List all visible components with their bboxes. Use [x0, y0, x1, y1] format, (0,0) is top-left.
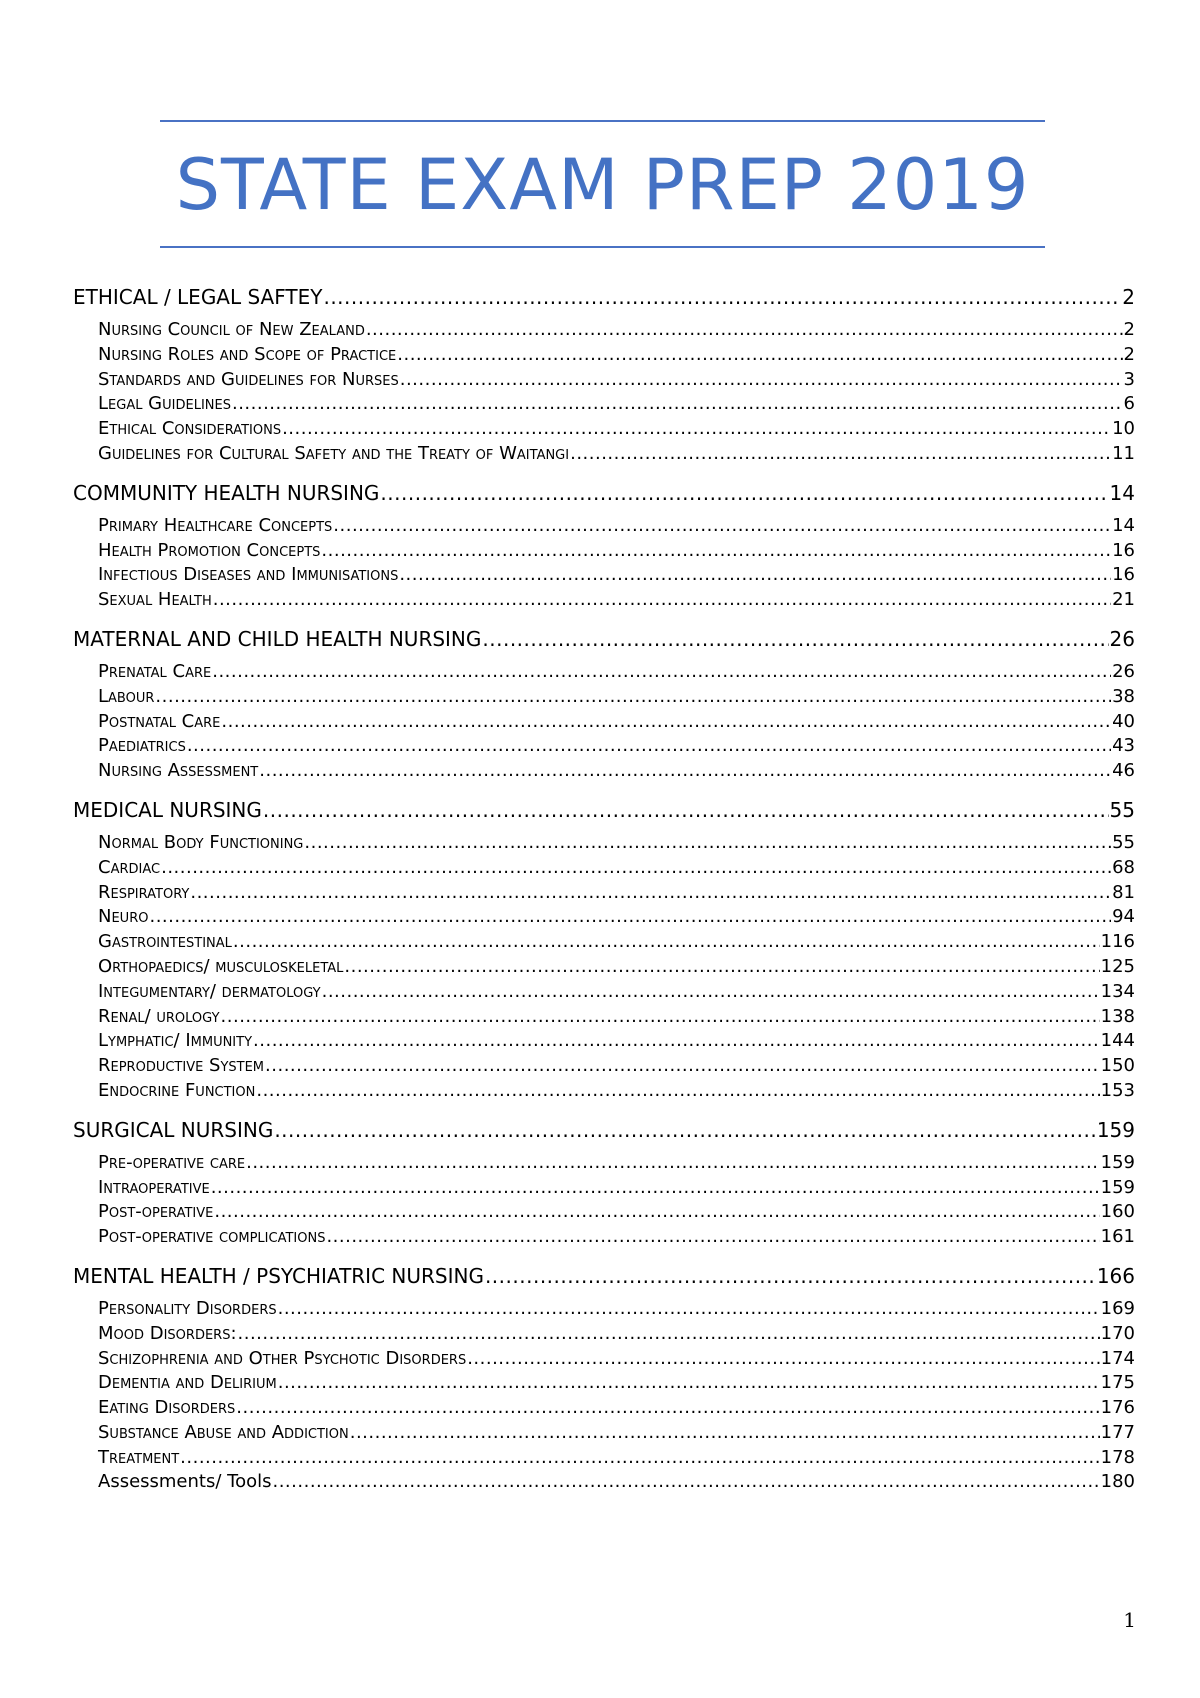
toc-item-page: 160: [1100, 1201, 1135, 1223]
toc-heading-page: 2: [1122, 285, 1135, 309]
section-spacer: [73, 1495, 1135, 1504]
toc-section: [73, 622, 1135, 793]
toc-leader-dots: [570, 442, 1111, 467]
toc-item-entry[interactable]: [73, 392, 1135, 417]
toc-item-entry[interactable]: [73, 1151, 1135, 1176]
toc-item-page: 2: [1123, 343, 1135, 365]
toc-leader-dots: [259, 759, 1111, 784]
toc-item-page: 81: [1112, 881, 1135, 903]
toc-leader-dots: [278, 1297, 1100, 1322]
toc-leader-dots: [326, 1225, 1099, 1250]
toc-item-page: 40: [1112, 710, 1135, 732]
toc-leader-dots: [282, 417, 1111, 442]
toc-item-label: Cardiac: [98, 856, 161, 878]
title-rule-top: [160, 120, 1045, 122]
toc-item-entry[interactable]: [73, 856, 1135, 881]
toc-item-page: 10: [1112, 418, 1135, 440]
toc-item-page: 11: [1112, 442, 1135, 464]
toc-item-label: Guidelines for Cultural Safety and the Treaty of Waitangi: [98, 442, 570, 464]
toc-item-page: 43: [1112, 735, 1135, 757]
toc-leader-dots: [321, 539, 1111, 564]
toc-leader-dots: [272, 1470, 1099, 1495]
section-spacer: [73, 784, 1135, 793]
toc-item-label: Treatment: [98, 1446, 180, 1468]
toc-leader-dots: [322, 980, 1100, 1005]
toc-item-entry[interactable]: [73, 881, 1135, 906]
toc-item-entry[interactable]: [73, 1200, 1135, 1225]
toc-item-label: Respiratory: [98, 881, 190, 903]
section-spacer: [73, 467, 1135, 476]
toc-leader-dots: [400, 368, 1123, 393]
title-rule-bottom: [160, 246, 1045, 248]
toc-leader-dots: [274, 1117, 1095, 1143]
toc-item-label: Sexual Health: [98, 589, 212, 611]
toc-item-label: Nursing Roles and Scope of Practice: [98, 343, 397, 365]
toc-item-entry[interactable]: [73, 588, 1135, 613]
toc-item-page: 14: [1112, 514, 1135, 536]
toc-item-page: 153: [1100, 1079, 1135, 1101]
toc-item-label: Eating Disorders: [98, 1397, 236, 1419]
toc-leader-dots: [190, 881, 1111, 906]
toc-item-entry[interactable]: [73, 1470, 1135, 1495]
toc-item-page: 178: [1100, 1446, 1135, 1468]
toc-heading-label: ETHICAL / LEGAL SAFTEY: [73, 285, 323, 309]
toc-leader-dots: [187, 734, 1111, 759]
toc-heading-page: 14: [1109, 480, 1135, 505]
toc-leader-dots: [380, 480, 1108, 506]
toc-item-entry[interactable]: [73, 1054, 1135, 1079]
toc-section: [73, 1113, 1135, 1259]
toc-item-page: 175: [1100, 1372, 1135, 1394]
toc-leader-dots: [161, 856, 1111, 881]
toc-heading-entry[interactable]: [73, 622, 1135, 660]
toc-leader-dots: [323, 284, 1121, 310]
toc-item-entry[interactable]: [73, 1297, 1135, 1322]
toc-item-entry[interactable]: [73, 1421, 1135, 1446]
toc-leader-dots: [263, 797, 1109, 823]
toc-section: [73, 280, 1135, 476]
toc-leader-dots: [485, 1263, 1096, 1289]
toc-heading-page: 166: [1096, 1263, 1135, 1288]
toc-item-entry[interactable]: [73, 759, 1135, 784]
toc-item-page: 16: [1112, 539, 1135, 561]
toc-item-label: Prenatal Care: [98, 660, 212, 682]
toc-heading-entry[interactable]: [73, 1259, 1135, 1297]
toc-item-label: Nursing Council of New Zealand: [98, 319, 365, 340]
toc-item-entry[interactable]: [73, 710, 1135, 735]
toc-heading-label: MATERNAL AND CHILD HEALTH NURSING: [73, 626, 482, 651]
toc-leader-dots: [253, 1029, 1100, 1054]
toc-item-page: 55: [1112, 831, 1135, 853]
toc-section: [73, 1259, 1135, 1504]
toc-leader-dots: [232, 392, 1123, 417]
toc-item-page: 176: [1100, 1397, 1135, 1419]
toc-item-page: 21: [1112, 589, 1135, 611]
toc-item-entry[interactable]: [73, 514, 1135, 539]
toc-item-label: Legal Guidelines: [98, 393, 231, 415]
toc-leader-dots: [212, 660, 1111, 685]
toc-leader-dots: [149, 905, 1111, 930]
toc-heading-label: COMMUNITY HEALTH NURSING: [73, 480, 380, 505]
toc-item-entry[interactable]: [73, 1371, 1135, 1396]
toc-item-page: 38: [1112, 685, 1135, 707]
toc-leader-dots: [366, 318, 1123, 343]
table-of-contents: [73, 280, 1135, 1504]
toc-item-entry[interactable]: [73, 1029, 1135, 1054]
toc-section: [73, 793, 1135, 1113]
toc-item-label: Nursing Assessment: [98, 760, 259, 782]
toc-item-label: Gastrointestinal: [98, 931, 232, 953]
toc-item-page: 159: [1100, 1151, 1135, 1173]
toc-item-page: 16: [1112, 564, 1135, 586]
toc-item-entry[interactable]: [73, 1176, 1135, 1201]
toc-item-entry[interactable]: [73, 660, 1135, 685]
toc-item-page: 134: [1100, 980, 1135, 1002]
toc-item-page: 125: [1100, 955, 1135, 977]
toc-item-entry[interactable]: [73, 368, 1135, 393]
toc-heading-entry[interactable]: [73, 280, 1135, 318]
toc-leader-dots: [397, 343, 1122, 368]
toc-item-entry[interactable]: [73, 685, 1135, 710]
toc-item-page: 116: [1100, 931, 1135, 953]
toc-item-entry[interactable]: [73, 442, 1135, 467]
toc-leader-dots: [278, 1371, 1100, 1396]
toc-item-entry[interactable]: [73, 734, 1135, 759]
toc-item-entry[interactable]: [73, 563, 1135, 588]
toc-item-entry[interactable]: [73, 1079, 1135, 1104]
toc-item-entry[interactable]: [73, 955, 1135, 980]
toc-item-entry[interactable]: [73, 1322, 1135, 1347]
toc-leader-dots: [221, 1005, 1100, 1030]
toc-item-page: 6: [1123, 393, 1135, 415]
toc-item-label: Postnatal Care: [98, 710, 221, 732]
toc-item-page: 138: [1100, 1005, 1135, 1027]
toc-item-label: Dementia and Delirium: [98, 1372, 277, 1394]
toc-item-label: Ethical Considerations: [98, 418, 282, 440]
toc-heading-page: 55: [1109, 797, 1135, 822]
toc-item-label: Infectious Diseases and Immunisations: [98, 564, 399, 586]
toc-item-entry[interactable]: [73, 417, 1135, 442]
toc-item-label: Lymphatic/ Immunity: [98, 1030, 253, 1052]
toc-item-page: 174: [1100, 1347, 1135, 1369]
toc-heading-label: SURGICAL NURSING: [73, 1117, 274, 1142]
toc-item-page: 159: [1100, 1176, 1135, 1198]
toc-leader-dots: [304, 831, 1111, 856]
toc-item-page: 3: [1123, 368, 1135, 390]
toc-leader-dots: [246, 1151, 1100, 1176]
toc-item-label: Labour: [98, 685, 155, 707]
toc-item-label: Renal/ urology: [98, 1005, 220, 1027]
toc-item-page: 177: [1100, 1421, 1135, 1443]
toc-leader-dots: [256, 1079, 1099, 1104]
toc-heading-page: 159: [1096, 1117, 1135, 1142]
section-spacer: [73, 1250, 1135, 1259]
toc-item-label: Assessments/ Tools: [98, 1471, 272, 1493]
toc-item-label: Paediatrics: [98, 735, 186, 757]
toc-item-label: Endocrine Function: [98, 1079, 256, 1101]
toc-heading-label: MEDICAL NURSING: [73, 797, 262, 822]
toc-heading-entry[interactable]: [73, 793, 1135, 831]
toc-item-page: 161: [1100, 1226, 1135, 1248]
toc-leader-dots: [344, 955, 1099, 980]
toc-item-page: 180: [1100, 1471, 1135, 1493]
toc-leader-dots: [399, 563, 1111, 588]
toc-leader-dots: [482, 626, 1108, 652]
toc-item-entry[interactable]: [73, 1225, 1135, 1250]
toc-item-label: Normal Body Functioning: [98, 831, 304, 853]
toc-item-entry[interactable]: [73, 831, 1135, 856]
toc-heading-page: 26: [1109, 626, 1135, 651]
toc-item-entry[interactable]: [73, 930, 1135, 955]
toc-leader-dots: [238, 1322, 1100, 1347]
toc-item-entry[interactable]: [73, 980, 1135, 1005]
toc-leader-dots: [221, 710, 1111, 735]
toc-leader-dots: [155, 685, 1111, 710]
toc-item-label: Reproductive System: [98, 1055, 265, 1077]
toc-item-page: 170: [1100, 1322, 1135, 1344]
toc-item-page: 94: [1112, 906, 1135, 928]
toc-item-label: Neuro: [98, 906, 149, 928]
toc-item-label: Substance Abuse and Addiction: [98, 1421, 349, 1443]
toc-item-entry[interactable]: [73, 1396, 1135, 1421]
toc-item-label: Standards and Guidelines for Nurses: [98, 368, 399, 390]
toc-leader-dots: [265, 1054, 1100, 1079]
toc-item-entry[interactable]: [73, 1005, 1135, 1030]
toc-leader-dots: [214, 1200, 1099, 1225]
toc-leader-dots: [236, 1396, 1099, 1421]
toc-leader-dots: [333, 514, 1111, 539]
toc-item-page: 144: [1100, 1030, 1135, 1052]
toc-item-entry[interactable]: [73, 539, 1135, 564]
toc-item-label: Personality Disorders: [98, 1297, 277, 1319]
toc-item-page: 46: [1112, 760, 1135, 782]
toc-item-entry[interactable]: [73, 905, 1135, 930]
document-title: STATE EXAM PREP 2019: [175, 144, 1030, 226]
toc-leader-dots: [213, 588, 1111, 613]
toc-item-label: Integumentary/ dermatology: [98, 980, 321, 1002]
toc-item-entry[interactable]: [73, 1347, 1135, 1372]
toc-leader-dots: [467, 1347, 1099, 1372]
toc-item-label: Post-operative complications: [98, 1226, 326, 1248]
toc-leader-dots: [350, 1421, 1100, 1446]
toc-leader-dots: [233, 930, 1100, 955]
toc-item-label: Schizophrenia and Other Psychotic Disorders: [98, 1347, 467, 1369]
toc-leader-dots: [211, 1176, 1100, 1201]
toc-heading-label: MENTAL HEALTH / PSYCHIATRIC NURSING: [73, 1263, 484, 1288]
toc-item-entry[interactable]: [73, 318, 1135, 343]
toc-item-label: Primary Healthcare Concepts: [98, 514, 333, 536]
toc-item-page: 26: [1112, 660, 1135, 682]
toc-item-label: Pre-operative care: [98, 1151, 246, 1173]
section-spacer: [73, 1104, 1135, 1113]
toc-item-page: 68: [1112, 856, 1135, 878]
toc-item-label: Intraoperative: [98, 1176, 210, 1198]
toc-item-entry[interactable]: [73, 1446, 1135, 1471]
toc-item-label: Orthopaedics/ musculoskeletal: [98, 955, 344, 977]
toc-leader-dots: [180, 1446, 1099, 1471]
toc-item-label: Post-operative: [98, 1201, 214, 1223]
toc-item-page: 2: [1123, 319, 1135, 340]
toc-item-page: 169: [1100, 1297, 1135, 1319]
toc-heading-entry[interactable]: [73, 476, 1135, 514]
toc-item-page: 150: [1100, 1055, 1135, 1077]
toc-item-label: Mood Disorders:: [98, 1322, 237, 1344]
toc-heading-entry[interactable]: [73, 1113, 1135, 1151]
toc-item-label: Health Promotion Concepts: [98, 539, 321, 561]
toc-section: [73, 476, 1135, 622]
section-spacer: [73, 613, 1135, 622]
page-number: 1: [1123, 1608, 1136, 1632]
toc-item-entry[interactable]: [73, 343, 1135, 368]
